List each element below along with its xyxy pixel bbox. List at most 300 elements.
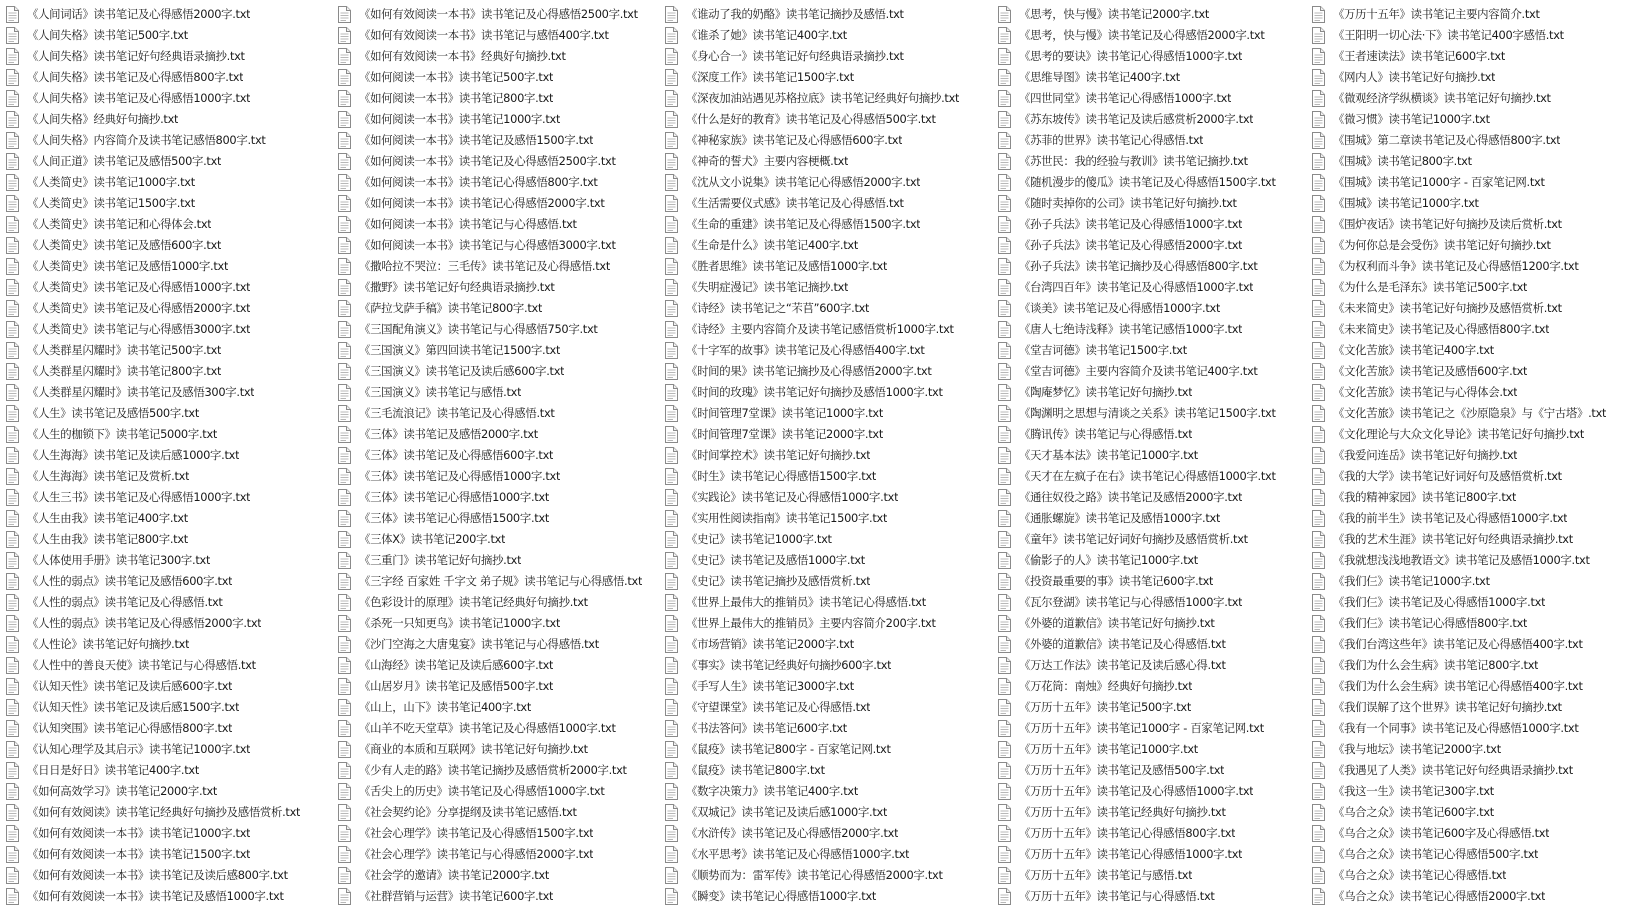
file-name: 《鼠疫》读书笔记800字.txt: [686, 763, 825, 777]
file-item[interactable]: [1312, 487, 1645, 508]
file-item[interactable]: [338, 361, 663, 382]
file-item[interactable]: [338, 67, 663, 88]
text-file-icon: [338, 342, 351, 359]
file-item[interactable]: [1312, 823, 1645, 844]
file-item[interactable]: [998, 592, 1312, 613]
file-item[interactable]: [338, 25, 663, 46]
file-item[interactable]: [1312, 319, 1645, 340]
file-item[interactable]: [6, 571, 333, 592]
file-item[interactable]: [338, 760, 663, 781]
file-item[interactable]: [6, 382, 333, 403]
file-name: 《我们仨》读书笔记1000字.txt: [1333, 574, 1490, 588]
file-item[interactable]: [665, 193, 995, 214]
file-item[interactable]: [665, 529, 995, 550]
file-item[interactable]: [6, 298, 333, 319]
file-item[interactable]: [998, 235, 1312, 256]
file-item[interactable]: [6, 25, 333, 46]
file-name: 《深夜加油站遇见苏格拉底》读书笔记经典好句摘抄.txt: [686, 91, 960, 105]
text-file-icon: [338, 279, 351, 296]
file-item[interactable]: [338, 319, 663, 340]
file-item[interactable]: [1312, 361, 1645, 382]
file-item[interactable]: [1312, 886, 1645, 907]
file-item[interactable]: [6, 445, 333, 466]
file-item[interactable]: [665, 445, 995, 466]
file-item[interactable]: [665, 298, 995, 319]
file-name: 《我的艺术生涯》读书笔记好句经典语录摘抄.txt: [1333, 532, 1573, 546]
file-column: [1312, 4, 1645, 907]
file-name: 《社群营销与运营》读书笔记600字.txt: [359, 889, 554, 903]
file-name: 《诗经》主要内容简介及读书笔记感悟赏析1000字.txt: [686, 322, 954, 336]
text-file-icon: [6, 111, 19, 128]
file-item[interactable]: [338, 382, 663, 403]
file-item[interactable]: [998, 571, 1312, 592]
file-item[interactable]: [665, 634, 995, 655]
file-item[interactable]: [998, 781, 1312, 802]
text-file-icon: [1312, 447, 1325, 464]
text-file-icon: [998, 69, 1011, 86]
file-item[interactable]: [1312, 151, 1645, 172]
file-item[interactable]: [338, 46, 663, 67]
file-item[interactable]: [665, 361, 995, 382]
file-item[interactable]: [6, 214, 333, 235]
file-item[interactable]: [665, 613, 995, 634]
file-item[interactable]: [338, 466, 663, 487]
file-item[interactable]: [1312, 277, 1645, 298]
file-item[interactable]: [338, 403, 663, 424]
file-item[interactable]: [998, 508, 1312, 529]
file-item[interactable]: [998, 886, 1312, 907]
file-item[interactable]: [1312, 655, 1645, 676]
file-item[interactable]: [1312, 109, 1645, 130]
file-item[interactable]: [338, 550, 663, 571]
text-file-icon: [665, 132, 678, 149]
file-name: 《史记》读书笔记摘抄及感悟赏析.txt: [686, 574, 871, 588]
file-item[interactable]: [998, 4, 1312, 25]
file-item[interactable]: [665, 508, 995, 529]
file-item[interactable]: [665, 886, 995, 907]
file-item[interactable]: [338, 676, 663, 697]
file-item[interactable]: [998, 445, 1312, 466]
text-file-icon: [338, 153, 351, 170]
file-item[interactable]: [6, 508, 333, 529]
file-item[interactable]: [1312, 403, 1645, 424]
file-item[interactable]: [665, 235, 995, 256]
file-item[interactable]: [6, 277, 333, 298]
file-item[interactable]: [338, 739, 663, 760]
file-item[interactable]: [665, 718, 995, 739]
file-name: 《撒哈拉不哭泣：三毛传》读书笔记及心得感悟.txt: [359, 259, 610, 273]
text-file-icon: [1312, 846, 1325, 863]
file-item[interactable]: [665, 865, 995, 886]
file-item[interactable]: [998, 382, 1312, 403]
file-item[interactable]: [1312, 235, 1645, 256]
file-item[interactable]: [6, 613, 333, 634]
file-item[interactable]: [6, 361, 333, 382]
file-name: 《诗经》读书笔记之“芣苢”600字.txt: [686, 301, 870, 315]
file-item[interactable]: [6, 172, 333, 193]
file-item[interactable]: [338, 865, 663, 886]
text-file-icon: [998, 615, 1011, 632]
file-item[interactable]: [998, 739, 1312, 760]
file-item[interactable]: [6, 319, 333, 340]
file-item[interactable]: [1312, 46, 1645, 67]
file-item[interactable]: [338, 298, 663, 319]
file-item[interactable]: [665, 403, 995, 424]
file-item[interactable]: [998, 67, 1312, 88]
text-file-icon: [998, 594, 1011, 611]
text-file-icon: [1312, 216, 1325, 233]
text-file-icon: [665, 888, 678, 905]
file-item[interactable]: [1312, 739, 1645, 760]
text-file-icon: [338, 48, 351, 65]
file-item[interactable]: [998, 256, 1312, 277]
file-item[interactable]: [1312, 697, 1645, 718]
file-item[interactable]: [665, 67, 995, 88]
file-item[interactable]: [6, 844, 333, 865]
file-item[interactable]: [6, 109, 333, 130]
file-item[interactable]: [6, 424, 333, 445]
file-item[interactable]: [338, 340, 663, 361]
file-item[interactable]: [998, 277, 1312, 298]
file-item[interactable]: [1312, 718, 1645, 739]
file-item[interactable]: [665, 277, 995, 298]
file-item[interactable]: [1312, 193, 1645, 214]
file-item[interactable]: [6, 4, 333, 25]
text-file-icon: [6, 258, 19, 275]
file-item[interactable]: [338, 277, 663, 298]
text-file-icon: [338, 636, 351, 653]
text-file-icon: [1312, 153, 1325, 170]
file-item[interactable]: [998, 634, 1312, 655]
file-name: 《如何有效阅读》读书笔记经典好句摘抄及感悟赏析.txt: [27, 805, 301, 819]
text-file-icon: [665, 258, 678, 275]
file-item[interactable]: [665, 46, 995, 67]
file-name: 《人性的弱点》读书笔记及感悟600字.txt: [27, 574, 233, 588]
file-item[interactable]: [665, 256, 995, 277]
file-item[interactable]: [6, 802, 333, 823]
text-file-icon: [998, 825, 1011, 842]
file-name: 《守望课堂》读书笔记及心得感悟.txt: [686, 700, 871, 714]
text-file-icon: [998, 237, 1011, 254]
file-item[interactable]: [338, 886, 663, 907]
text-file-icon: [338, 615, 351, 632]
file-item[interactable]: [338, 235, 663, 256]
file-name: 《围城》读书笔记1000字.txt: [1333, 196, 1479, 210]
file-item[interactable]: [998, 550, 1312, 571]
file-item[interactable]: [665, 655, 995, 676]
file-item[interactable]: [1312, 676, 1645, 697]
file-item[interactable]: [6, 466, 333, 487]
file-item[interactable]: [6, 886, 333, 907]
text-file-icon: [998, 321, 1011, 338]
file-item[interactable]: [998, 844, 1312, 865]
file-item[interactable]: [665, 424, 995, 445]
file-item[interactable]: [1312, 613, 1645, 634]
file-item[interactable]: [6, 865, 333, 886]
file-name: 《我的大学》读书笔记好词好句及感悟赏析.txt: [1333, 469, 1562, 483]
file-item[interactable]: [1312, 25, 1645, 46]
file-item[interactable]: [338, 781, 663, 802]
file-name: 《人生海海》读书笔记及赏析.txt: [27, 469, 190, 483]
text-file-icon: [665, 237, 678, 254]
file-item[interactable]: [6, 487, 333, 508]
file-name: 《商业的本质和互联网》读书笔记好句摘抄.txt: [359, 742, 588, 756]
text-file-icon: [338, 90, 351, 107]
file-item[interactable]: [998, 25, 1312, 46]
file-item[interactable]: [6, 697, 333, 718]
file-item[interactable]: [998, 109, 1312, 130]
text-file-icon: [998, 174, 1011, 191]
file-item[interactable]: [998, 487, 1312, 508]
file-item[interactable]: [1312, 256, 1645, 277]
text-file-icon: [1312, 195, 1325, 212]
file-item[interactable]: [6, 592, 333, 613]
file-item[interactable]: [6, 256, 333, 277]
file-item[interactable]: [6, 130, 333, 151]
file-item[interactable]: [665, 25, 995, 46]
text-file-icon: [338, 594, 351, 611]
file-item[interactable]: [998, 193, 1312, 214]
file-item[interactable]: [1312, 466, 1645, 487]
file-item[interactable]: [338, 802, 663, 823]
file-item[interactable]: [998, 424, 1312, 445]
file-item[interactable]: [665, 340, 995, 361]
file-item[interactable]: [6, 655, 333, 676]
file-name: 《水平思考》读书笔记及心得感悟1000字.txt: [686, 847, 910, 861]
text-file-icon: [6, 69, 19, 86]
text-file-icon: [338, 573, 351, 590]
text-file-icon: [338, 846, 351, 863]
file-item[interactable]: [338, 823, 663, 844]
file-item[interactable]: [6, 46, 333, 67]
file-item[interactable]: [338, 697, 663, 718]
file-item[interactable]: [998, 172, 1312, 193]
file-item[interactable]: [338, 88, 663, 109]
file-item[interactable]: [1312, 634, 1645, 655]
file-item[interactable]: [338, 424, 663, 445]
file-item[interactable]: [1312, 844, 1645, 865]
file-item[interactable]: [1312, 340, 1645, 361]
file-item[interactable]: [665, 760, 995, 781]
file-item[interactable]: [338, 592, 663, 613]
file-name: 《数字决策力》读书笔记400字.txt: [686, 784, 859, 798]
file-item[interactable]: [998, 613, 1312, 634]
text-file-icon: [998, 636, 1011, 653]
file-item[interactable]: [338, 256, 663, 277]
file-item[interactable]: [998, 403, 1312, 424]
file-item[interactable]: [6, 550, 333, 571]
file-item[interactable]: [6, 193, 333, 214]
file-item[interactable]: [1312, 382, 1645, 403]
file-item[interactable]: [665, 319, 995, 340]
file-item[interactable]: [6, 235, 333, 256]
file-name: 《万历十五年》读书笔记与感悟.txt: [1019, 868, 1193, 882]
file-item[interactable]: [998, 760, 1312, 781]
file-item[interactable]: [665, 88, 995, 109]
file-item[interactable]: [1312, 592, 1645, 613]
text-file-icon: [1312, 552, 1325, 569]
text-file-icon: [6, 90, 19, 107]
file-item[interactable]: [338, 109, 663, 130]
file-item[interactable]: [998, 214, 1312, 235]
file-item[interactable]: [1312, 4, 1645, 25]
file-item[interactable]: [998, 655, 1312, 676]
file-item[interactable]: [998, 340, 1312, 361]
file-item[interactable]: [1312, 781, 1645, 802]
file-name: 《文化苦旅》读书笔记之《沙原隐泉》与《宁古塔》.txt: [1333, 406, 1607, 420]
file-item[interactable]: [665, 802, 995, 823]
file-item[interactable]: [338, 571, 663, 592]
file-item[interactable]: [665, 130, 995, 151]
file-item[interactable]: [998, 46, 1312, 67]
file-item[interactable]: [998, 319, 1312, 340]
file-item[interactable]: [338, 508, 663, 529]
file-item[interactable]: [338, 487, 663, 508]
file-item[interactable]: [1312, 214, 1645, 235]
file-item[interactable]: [6, 403, 333, 424]
file-item[interactable]: [998, 718, 1312, 739]
file-item[interactable]: [6, 781, 333, 802]
text-file-icon: [1312, 657, 1325, 674]
file-item[interactable]: [338, 130, 663, 151]
file-item[interactable]: [665, 4, 995, 25]
text-file-icon: [665, 90, 678, 107]
text-file-icon: [1312, 636, 1325, 653]
file-item[interactable]: [998, 529, 1312, 550]
file-name: 《三国演义》第四回读书笔记1500字.txt: [359, 343, 561, 357]
file-name: 《王者速读法》读书笔记600字.txt: [1333, 49, 1506, 63]
file-item[interactable]: [6, 634, 333, 655]
file-item[interactable]: [338, 193, 663, 214]
text-file-icon: [338, 468, 351, 485]
file-item[interactable]: [1312, 67, 1645, 88]
file-item[interactable]: [665, 172, 995, 193]
file-item[interactable]: [338, 634, 663, 655]
file-item[interactable]: [6, 88, 333, 109]
text-file-icon: [665, 111, 678, 128]
file-item[interactable]: [1312, 760, 1645, 781]
file-item[interactable]: [998, 802, 1312, 823]
file-item[interactable]: [998, 676, 1312, 697]
text-file-icon: [1312, 510, 1325, 527]
file-item[interactable]: [1312, 445, 1645, 466]
file-item[interactable]: [338, 844, 663, 865]
text-file-icon: [1312, 615, 1325, 632]
file-item[interactable]: [665, 571, 995, 592]
file-item[interactable]: [1312, 424, 1645, 445]
file-item[interactable]: [665, 697, 995, 718]
file-item[interactable]: [6, 151, 333, 172]
file-name: 《日日是好日》读书笔记400字.txt: [27, 763, 200, 777]
file-item[interactable]: [338, 214, 663, 235]
file-item[interactable]: [998, 466, 1312, 487]
text-file-icon: [998, 195, 1011, 212]
file-name: 《谁杀了她》读书笔记400字.txt: [686, 28, 847, 42]
file-item[interactable]: [665, 109, 995, 130]
file-item[interactable]: [1312, 571, 1645, 592]
file-item[interactable]: [998, 823, 1312, 844]
file-item[interactable]: [665, 781, 995, 802]
file-item[interactable]: [338, 4, 663, 25]
file-item[interactable]: [998, 298, 1312, 319]
text-file-icon: [1312, 741, 1325, 758]
file-item[interactable]: [338, 445, 663, 466]
file-name: 《我遇见了人类》读书笔记好句经典语录摘抄.txt: [1333, 763, 1573, 777]
file-item[interactable]: [1312, 508, 1645, 529]
file-item[interactable]: [6, 760, 333, 781]
file-name: 《我们仨》读书笔记心得感悟800字.txt: [1333, 616, 1528, 630]
file-item[interactable]: [665, 466, 995, 487]
text-file-icon: [1312, 384, 1325, 401]
file-item[interactable]: [665, 592, 995, 613]
file-item[interactable]: [6, 718, 333, 739]
file-item[interactable]: [6, 676, 333, 697]
file-item[interactable]: [1312, 529, 1645, 550]
file-item[interactable]: [1312, 130, 1645, 151]
file-item[interactable]: [6, 529, 333, 550]
text-file-icon: [6, 237, 19, 254]
file-item[interactable]: [1312, 88, 1645, 109]
file-name: 《十字军的故事》读书笔记及心得感悟400字.txt: [686, 343, 925, 357]
file-item[interactable]: [6, 340, 333, 361]
file-item[interactable]: [338, 613, 663, 634]
text-file-icon: [338, 174, 351, 191]
file-item[interactable]: [665, 739, 995, 760]
text-file-icon: [665, 405, 678, 422]
file-item[interactable]: [665, 844, 995, 865]
file-item[interactable]: [6, 739, 333, 760]
file-item[interactable]: [1312, 802, 1645, 823]
file-item[interactable]: [665, 550, 995, 571]
file-item[interactable]: [998, 361, 1312, 382]
text-file-icon: [338, 489, 351, 506]
file-item[interactable]: [665, 823, 995, 844]
file-item[interactable]: [665, 382, 995, 403]
text-file-icon: [1312, 48, 1325, 65]
file-item[interactable]: [1312, 550, 1645, 571]
file-item[interactable]: [665, 151, 995, 172]
file-name: 《乌合之众》读书笔记心得感悟500字.txt: [1333, 847, 1539, 861]
text-file-icon: [338, 405, 351, 422]
file-item[interactable]: [665, 487, 995, 508]
file-item[interactable]: [665, 676, 995, 697]
file-item[interactable]: [338, 718, 663, 739]
file-name: 《双城记》读书笔记及读后感1000字.txt: [686, 805, 888, 819]
file-item[interactable]: [665, 214, 995, 235]
file-item[interactable]: [998, 88, 1312, 109]
file-item[interactable]: [1312, 172, 1645, 193]
file-item[interactable]: [6, 67, 333, 88]
file-item[interactable]: [338, 655, 663, 676]
file-item[interactable]: [998, 130, 1312, 151]
file-item[interactable]: [998, 151, 1312, 172]
file-item[interactable]: [998, 697, 1312, 718]
file-item[interactable]: [6, 823, 333, 844]
text-file-icon: [1312, 237, 1325, 254]
file-item[interactable]: [338, 151, 663, 172]
file-item[interactable]: [338, 172, 663, 193]
text-file-icon: [6, 405, 19, 422]
file-item[interactable]: [1312, 865, 1645, 886]
file-item[interactable]: [998, 865, 1312, 886]
text-file-icon: [665, 489, 678, 506]
text-file-icon: [665, 195, 678, 212]
text-file-icon: [6, 888, 19, 905]
file-name: 《时间管理7堂课》读书笔记2000字.txt: [686, 427, 884, 441]
file-item[interactable]: [338, 529, 663, 550]
file-item[interactable]: [1312, 298, 1645, 319]
file-name: 《三毛流浪记》读书笔记及心得感悟.txt: [359, 406, 555, 420]
